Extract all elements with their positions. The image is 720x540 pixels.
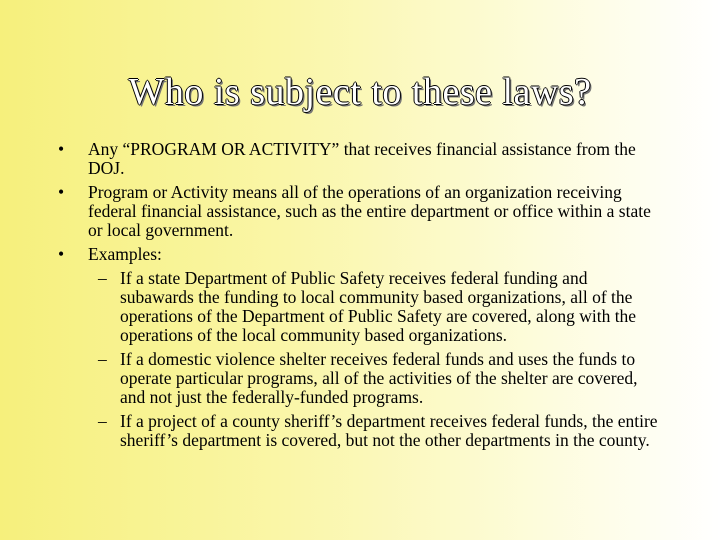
bullet-icon: • <box>58 244 65 264</box>
bullet-list <box>58 140 658 455</box>
bullet-text: Program or Activity means all of the operations of an organization receiving federal financial assistance, such as the entire department or office within a state or local government. <box>88 182 651 240</box>
sub-bullet-item <box>58 350 650 407</box>
bullet-item <box>58 183 654 240</box>
bullet-icon: • <box>58 139 65 159</box>
dash-icon: – <box>98 268 107 288</box>
bullet-text: Examples: <box>88 244 162 264</box>
sub-bullet-text: If a project of a county sheriff’s department receives federal funds, the entire sheriff’s department is covered, but not the other departments in the county. <box>120 411 658 450</box>
dash-icon: – <box>98 411 107 431</box>
slide-title: Who is subject to these laws? <box>128 71 592 113</box>
sub-bullet-item <box>58 412 666 450</box>
bullet-text: Any “PROGRAM OR ACTIVITY” that receives financial assistance from the DOJ. <box>88 139 636 178</box>
sub-bullet-text: If a state Department of Public Safety receives federal funding and subawards the funding to local community based organizations, all of the operations of the Department of Public Safety are covered, along with the operations of the local community based organizations. <box>120 268 637 345</box>
bullet-icon: • <box>58 182 65 202</box>
dash-icon: – <box>98 349 107 369</box>
sub-bullet-text: If a domestic violence shelter receives federal funds and uses the funds to operate particular programs, all of the activities of the shelter are covered, and not just the federally-funded programs. <box>120 349 638 407</box>
bullet-item <box>58 140 648 178</box>
sub-bullet-item <box>58 269 660 345</box>
bullet-item <box>58 245 658 264</box>
